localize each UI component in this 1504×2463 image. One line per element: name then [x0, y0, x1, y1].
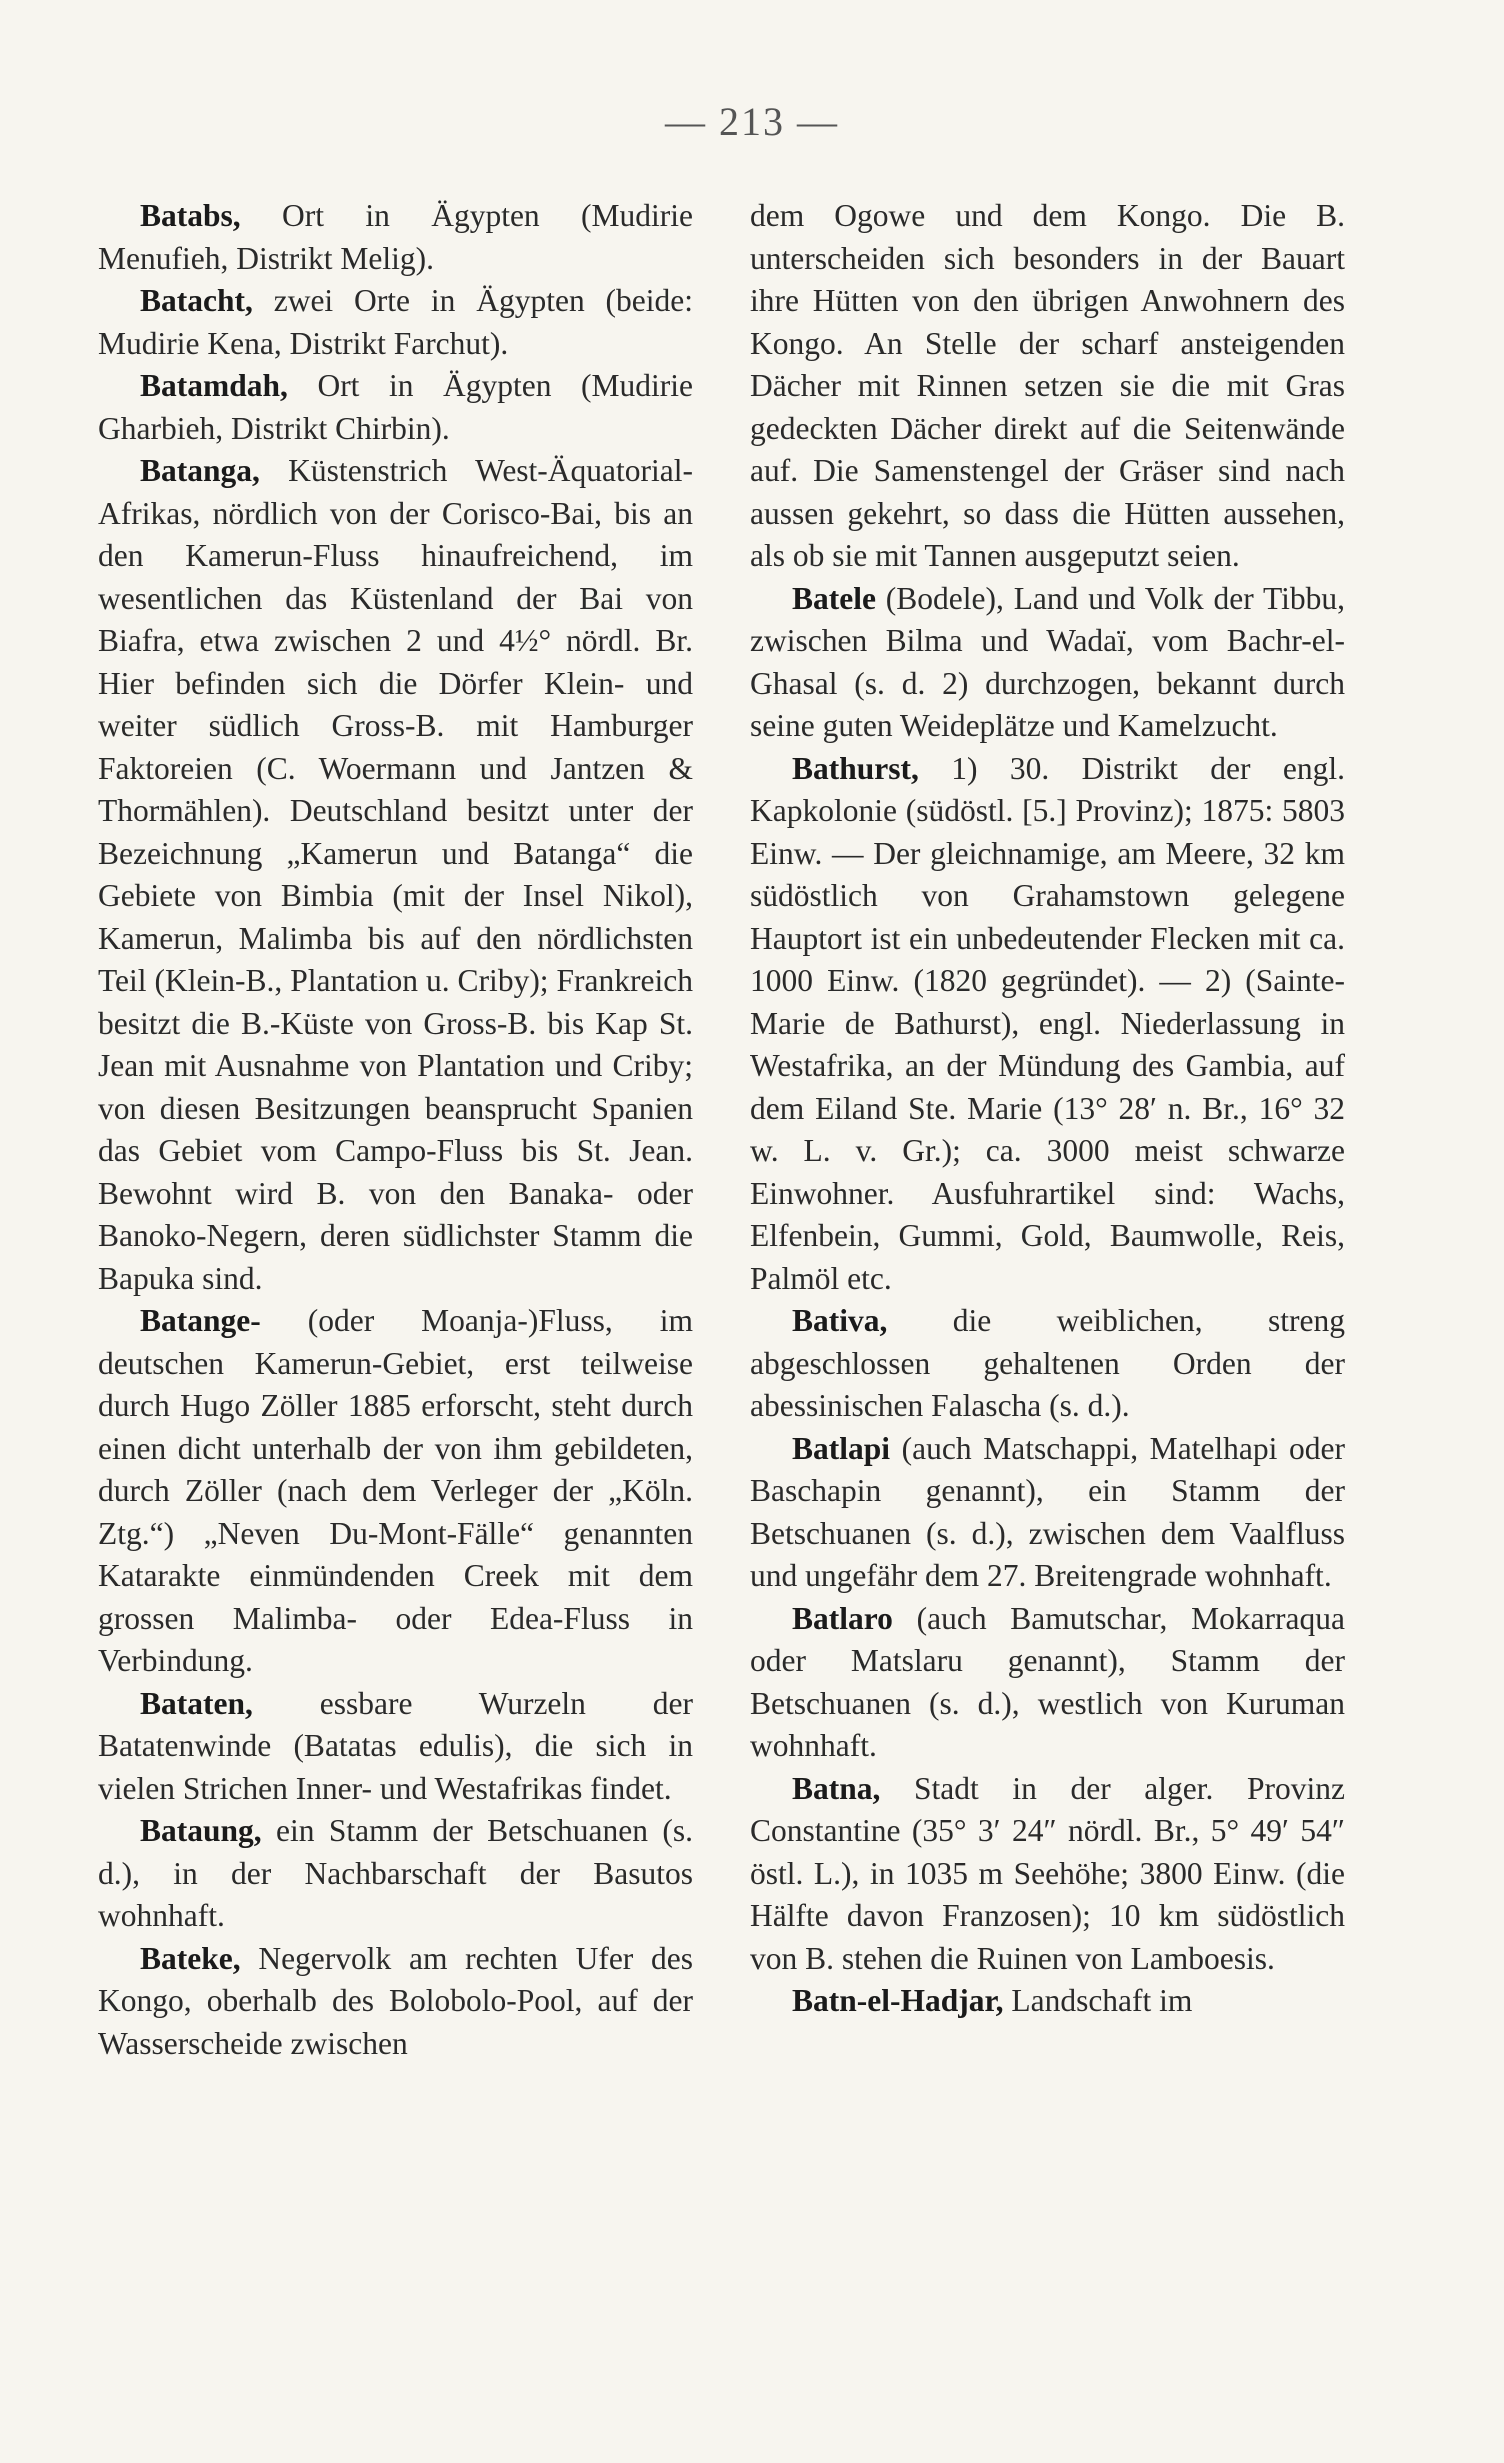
entry-headword: Batlapi — [792, 1430, 891, 1466]
entry-text: Landschaft im — [1003, 1983, 1193, 2018]
entry-text: Ort in Ägypten (Mudirie Menufieh, Distrikt Melig). — [98, 198, 693, 276]
entry-headword: Bataung, — [140, 1813, 262, 1848]
entry-text: die weiblichen, streng abgeschlossen gehaltenen Orden der abessinischen Falascha (s. d.). — [750, 1303, 1345, 1423]
entry-bataten — [98, 1683, 693, 1811]
entry-batange — [98, 1300, 693, 1683]
entry-batele — [750, 578, 1345, 748]
entry-headword: Batacht, — [140, 283, 253, 318]
entry-headword: Bateke, — [140, 1940, 241, 1976]
entry-headword: Batna, — [792, 1770, 881, 1806]
entry-headword: Batamdah, — [140, 368, 288, 403]
entry-batn-el-hadjar — [750, 1980, 1345, 2023]
entry-batacht — [98, 280, 693, 365]
entry-bataung — [98, 1810, 693, 1938]
left-column — [98, 195, 693, 2065]
entry-headword: Batange- — [140, 1303, 261, 1338]
entry-headword: Batele — [792, 580, 876, 616]
entry-text: zwei Orte in Ägypten (beide: Mudirie Kena, Distrikt Farchut). — [98, 283, 693, 361]
entry-bathurst — [750, 748, 1345, 1301]
entry-batabs — [98, 195, 693, 280]
right-column — [750, 195, 1345, 2023]
entry-text: (auch Matschappi, Matelhapi oder Baschapin genannt), ein Stamm der Betschuanen (s. d.), zwischen dem Vaalfluss und ungefähr dem 27. Breitengrade wohnhaft. — [750, 1430, 1345, 1593]
entry-text: 1) 30. Distrikt der engl. Kapkolonie (südöstl. [5.] Provinz); 1875: 5803 Einw. — Der gleichnamige, am Meere, 32 km südöstlich von Grahamstown gelegene Hauptort ist ein unbedeutender Flecken mit ca. 1000 Einw. (1820 gegründet). — 2) (Sainte-Marie de Bathurst), engl. Niederlassung in Westafrika, an der Mündung des Gambia, auf dem Eiland Ste. Marie (13° 28′ n. Br., 16° 32 w. L. v. Gr.); ca. 3000 meist schwarze Einwohner. Ausfuhrartikel sind: Wachs, Elfenbein, Gummi, Gold, Baumwolle, Reis, Palmöl etc. — [750, 750, 1345, 1296]
entry-text: ein Stamm der Betschuanen (s. d.), in der Nachbarschaft der Basutos wohnhaft. — [98, 1813, 693, 1933]
entry-text: Ort in Ägypten (Mudirie Gharbieh, Distrikt Chirbin). — [98, 368, 693, 446]
entry-headword: Batanga, — [140, 453, 260, 488]
entry-headword: Bataten, — [140, 1685, 253, 1721]
entry-text: (auch Bamutschar, Mokarraqua oder Matslaru genannt), Stamm der Betschuanen (s. d.), westlich von Kuruman wohnhaft. — [750, 1600, 1345, 1763]
entry-text: essbare Wurzeln der Batatenwinde (Batatas edulis), die sich in vielen Strichen Inner- und Westafrikas findet. — [98, 1685, 693, 1806]
entry-bateke — [98, 1938, 693, 2066]
entry-text: dem Ogowe und dem Kongo. Die B. unterscheiden sich besonders in der Bauart ihre Hütten von den übrigen Anwohnern des Kongo. An Stelle der scharf ansteigenden Dächer mit Rinnen setzen sie die mit Gras gedeckten Dächer direkt auf die Seitenwände auf. Die Samenstengel der Gräser sind nach aussen gekehrt, so dass die Hütten aussehen, als ob sie mit Tannen ausgeputzt seien. — [750, 198, 1345, 573]
entry-headword: Batabs, — [140, 198, 241, 233]
entry-batlaro — [750, 1598, 1345, 1768]
entry-headword: Batn-el-Hadjar, — [792, 1983, 1004, 2018]
entry-bativa — [750, 1300, 1345, 1428]
entry-batna — [750, 1768, 1345, 1981]
entry-batamdah — [98, 365, 693, 450]
entry-bateke-continued — [750, 195, 1345, 578]
entry-text: (oder Moanja-)Fluss, im deutschen Kamerun-Gebiet, erst teilweise durch Hugo Zöller 1885 erforscht, steht durch einen dicht unterhalb der von ihm gebildeten, durch Zöller (nach dem Verleger der „Köln. Ztg.“) „Neven Du-Mont-Fälle“ genannten Katarakte einmündenden Creek mit dem grossen Malimba- oder Edea-Fluss in Verbindung. — [98, 1303, 693, 1678]
entry-batlapi — [750, 1428, 1345, 1598]
page-number: — 213 — — [665, 99, 839, 144]
entry-text: Küstenstrich West-Äquatorial-Afrikas, nördlich von der Corisco-Bai, bis an den Kamerun-Fluss hinaufreichend, im wesentlichen das Küstenland der Bai von Biafra, etwa zwischen 2 und 4½° nördl. Br. Hier befinden sich die Dörfer Klein- und weiter südlich Gross-B. mit Hamburger Faktoreien (C. Woermann und Jantzen & Thormählen). Deutschland besitzt unter der Bezeichnung „Kamerun und Batanga“ die Gebiete von Bimbia (mit der Insel Nikol), Kamerun, Malimba bis auf den nördlichsten Teil (Klein-B., Plantation u. Criby); Frankreich besitzt die B.-Küste von Gross-B. bis Kap St. Jean mit Ausnahme von Plantation und Criby; von diesen Besitzungen beansprucht Spanien das Gebiet vom Campo-Fluss bis St. Jean. Bewohnt wird B. von den Banaka- oder Banoko-Negern, deren südlichster Stamm die Bapuka sind. — [98, 453, 693, 1296]
entry-headword: Bativa, — [792, 1303, 888, 1338]
entry-text: (Bodele), Land und Volk der Tibbu, zwischen Bilma und Wadaï, vom Bachr-el-Ghasal (s. d. 2) durchzogen, bekannt durch seine guten Weideplätze und Kamelzucht. — [750, 580, 1345, 743]
entry-text: Negervolk am rechten Ufer des Kongo, oberhalb des Bolobolo-Pool, auf der Wasserscheide zwischen — [98, 1940, 693, 2061]
entry-batanga — [98, 450, 693, 1300]
entry-headword: Bathurst, — [792, 750, 919, 786]
entry-text: Stadt in der alger. Provinz Constantine (35° 3′ 24″ nördl. Br., 5° 49′ 54″ östl. L.), in 1035 m Seehöhe; 3800 Einw. (die Hälfte davon Franzosen); 10 km südöstlich von B. stehen die Ruinen von Lamboesis. — [750, 1770, 1345, 1976]
entry-headword: Batlaro — [792, 1600, 893, 1636]
